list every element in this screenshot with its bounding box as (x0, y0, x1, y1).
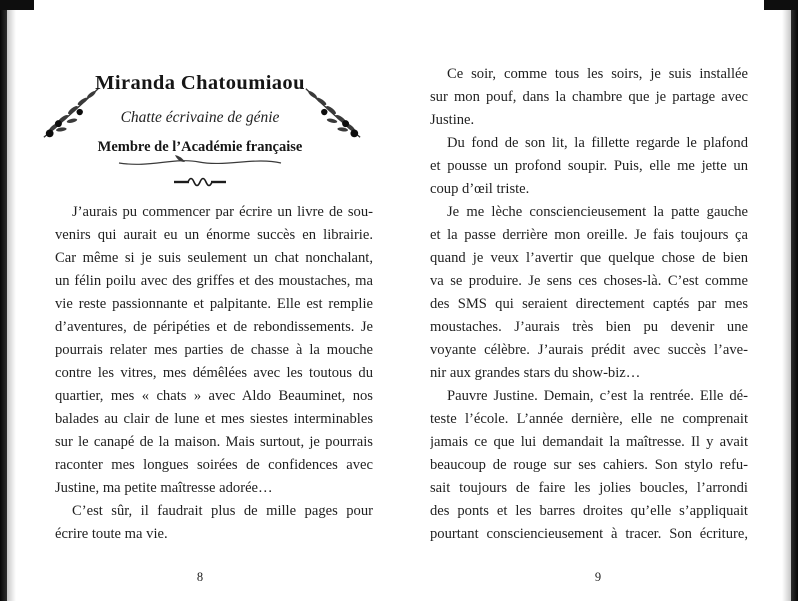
right-book-edge (791, 0, 798, 601)
text-line: C’est sûr, il faudrait plus de mille pages pour (72, 503, 373, 519)
text-line: un félin poilu avec des griffes et des moustaches, ma (55, 273, 373, 289)
text-line: raconter mes longues soirées de confidences avec (55, 457, 373, 473)
text-line: Ce soir, comme tous les soirs, je suis installée (447, 66, 748, 82)
text-line: écrire toute ma vie. (55, 526, 168, 542)
paragraph (430, 385, 748, 546)
text-line: contre les vitres, mes démêlées avec les toutous du (55, 365, 373, 381)
left-page-shadow (7, 0, 16, 601)
paragraph (55, 201, 373, 500)
text-line: beaucoup de rouge sur ses cahiers. Son stylo refu- (430, 457, 748, 473)
text-line: des SMS qui seraient directement captés par mes (430, 296, 748, 312)
section-divider-icon (172, 174, 228, 190)
right-page-text (430, 63, 748, 546)
text-line: Du fond de son lit, la fillette regarde le plafond (447, 135, 748, 151)
text-line: des ponts et les barres droites qu’elle s’appliquait (430, 503, 748, 519)
paragraph (55, 500, 373, 546)
text-line: Justine, ma petite maîtresse adorée… (55, 480, 273, 496)
author-title: Miranda Chatoumiaou (95, 72, 305, 94)
author-membership: Membre de l’Académie française (97, 139, 303, 155)
text-line: vie reste passionnante et palpitante. Elle est remplie (55, 296, 373, 312)
paragraph (430, 201, 748, 385)
text-line: Pauvre Justine. Demain, c’est la rentrée. Elle dé- (447, 388, 748, 404)
olive-branch-right-icon (302, 84, 364, 142)
paragraph (430, 63, 748, 132)
left-page-text (55, 201, 373, 546)
text-line: balades au clair de lune et mes siestes interminables (55, 411, 373, 427)
text-line: Car même si je suis seulement un chat nonchalant, (55, 250, 373, 266)
text-line: teste l’école. L’année dernière, elle ne comprenait (430, 411, 748, 427)
author-subtitle: Chatte écrivaine de génie (120, 109, 280, 126)
text-line: voyante célèbre. J’aurais prédit avec succès l’ave- (430, 342, 748, 358)
text-line: sur le canapé de la maison. Mais surtout, je pourrais (55, 434, 373, 450)
text-line: et pousse un profond soupir. Puis, elle me jette un (430, 158, 748, 174)
paragraph (430, 132, 748, 201)
text-line: et la passe derrière mon oreille. Je fais toujours ça (430, 227, 748, 243)
text-line: nir aux grandes stars du show-biz… (430, 365, 641, 381)
right-page-shadow (782, 0, 791, 601)
text-line: sait toujours de faire les jolies boucles, l’arrondi (430, 480, 748, 496)
text-line: Justine. (430, 112, 475, 128)
left-book-edge (0, 0, 7, 601)
right-page (406, 0, 790, 601)
text-line: d’aventures, de péripéties et de rebondissements. Je (55, 319, 373, 335)
top-right-bar (764, 0, 798, 10)
text-line: sur mon pouf, dans la chambre que je partage avec (430, 89, 748, 105)
text-line: coup d’œil triste. (430, 181, 530, 197)
text-line: Je me lèche consciencieusement la patte gauche (447, 204, 748, 220)
left-page-number: 8 (196, 570, 204, 584)
text-line: venirs qui aurait eu un énorme succès en librairie. (55, 227, 373, 243)
text-line: moustaches. J’aurais très bien pu devenir une (430, 319, 748, 335)
text-line: quand je veux l’avertir que quelque chose de bien (430, 250, 748, 266)
left-page (8, 0, 392, 601)
right-page-number: 9 (594, 570, 602, 584)
text-line: pourtant consciencieusement à tracer. Son écriture, (430, 526, 748, 542)
text-line: pourrais relater mes parties de chasse à la mouche (55, 342, 373, 358)
text-line: va se produire. Je sens ces choses-là. C’est comme (430, 273, 748, 289)
text-line: jamais ce que lui demandait la maîtresse. Il y avait (430, 434, 748, 450)
flourish-underline-icon (115, 154, 285, 170)
text-line: quartier, mes « chats » avec Aldo Beauminet, nos (55, 388, 373, 404)
text-line: J’aurais pu commencer par écrire un livre de sou- (72, 204, 373, 220)
top-left-bar (0, 0, 34, 10)
